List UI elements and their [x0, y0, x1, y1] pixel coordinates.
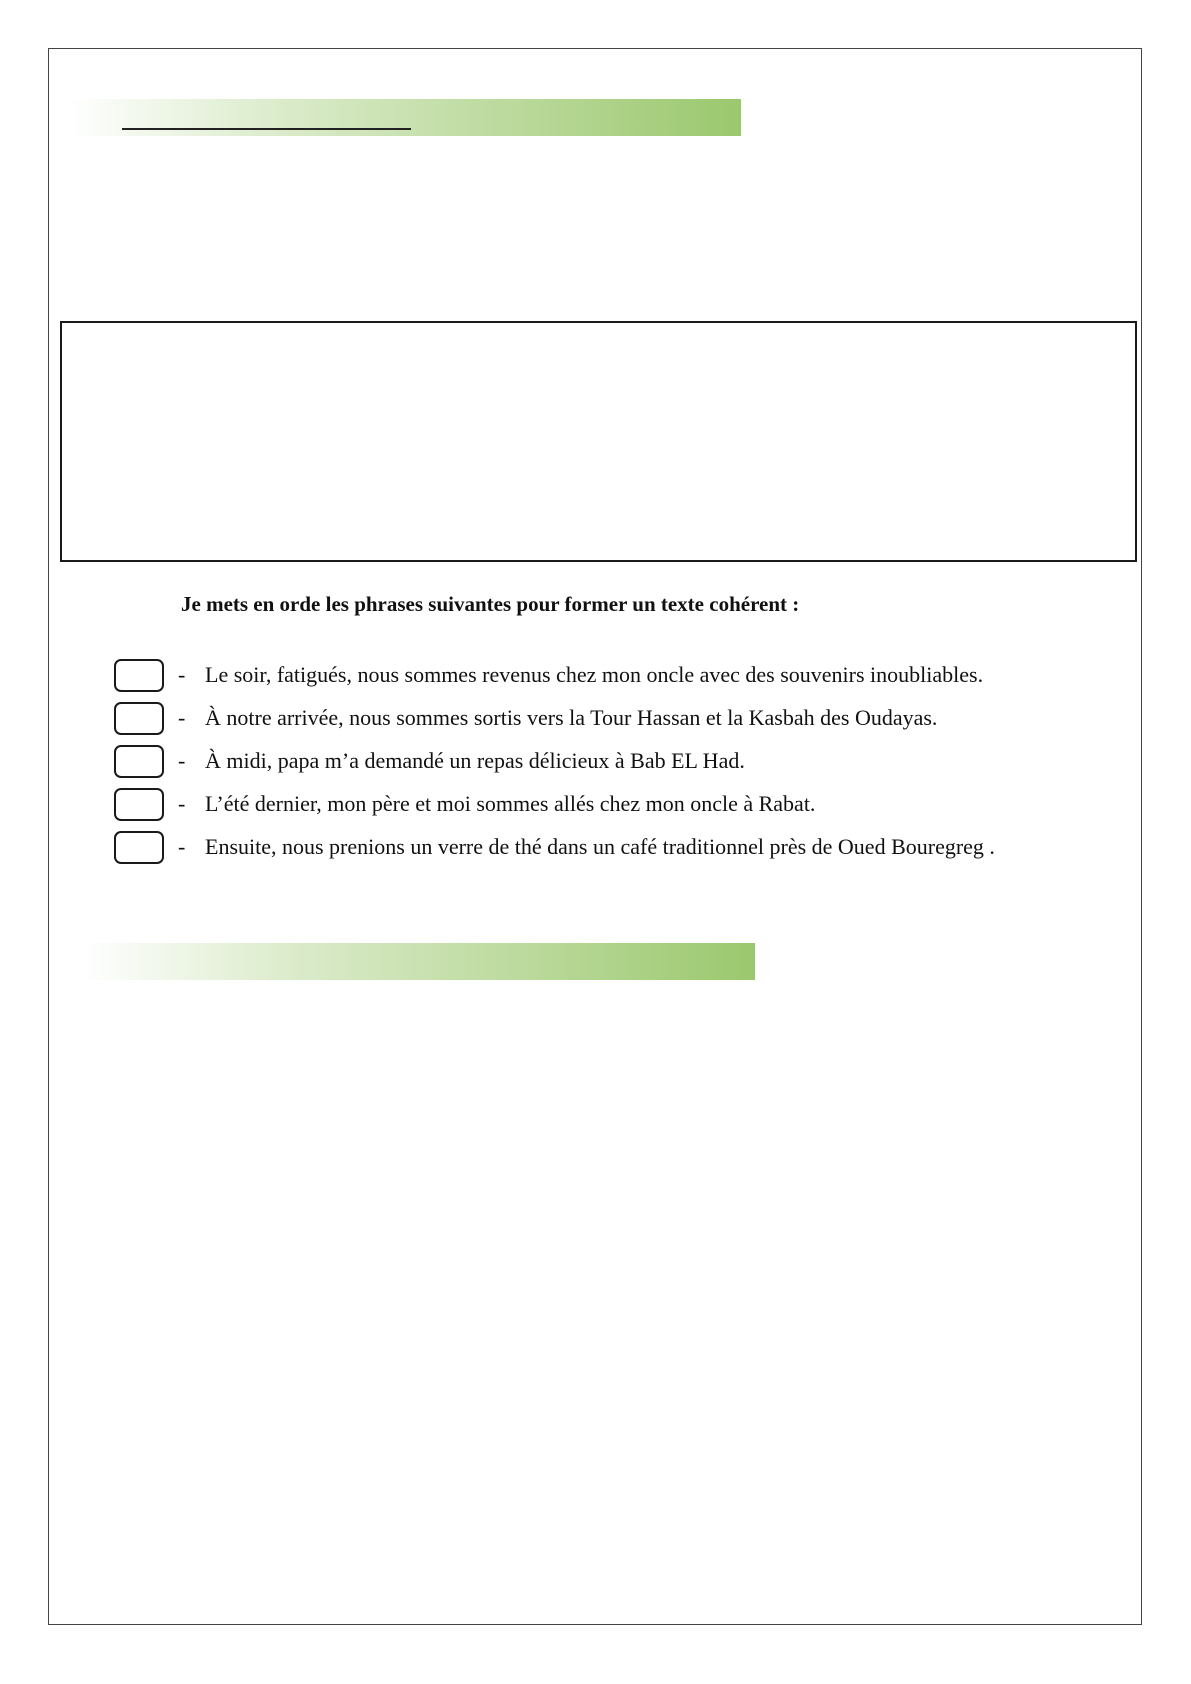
sentence-row-5: [114, 830, 995, 864]
title-blank-line: [122, 128, 411, 130]
order-number-box[interactable]: [114, 831, 164, 864]
sentence-row-2: [114, 701, 937, 735]
bullet-dash: -: [178, 834, 186, 859]
sentence-row-4: [114, 787, 815, 821]
section-header-band-top: [69, 99, 741, 136]
sentence-row-3: [114, 744, 745, 778]
exercise-instruction: Je mets en orde les phrases suivantes pour former un texte cohérent :: [181, 592, 800, 616]
reading-text-box: [60, 321, 1137, 562]
order-number-box[interactable]: [114, 702, 164, 735]
section-header-band-bottom: [83, 943, 755, 980]
sentence-text: À midi, papa m’a demandé un repas délicieux à Bab EL Had.: [205, 748, 745, 773]
order-number-box[interactable]: [114, 659, 164, 692]
order-number-box[interactable]: [114, 788, 164, 821]
bullet-dash: -: [178, 748, 186, 773]
order-number-box[interactable]: [114, 745, 164, 778]
sentence-text: Le soir, fatigués, nous sommes revenus chez mon oncle avec des souvenirs inoubliables.: [205, 662, 984, 687]
sentence-row-1: [114, 658, 983, 692]
bullet-dash: -: [178, 791, 186, 816]
bullet-dash: -: [178, 662, 186, 687]
bullet-dash: -: [178, 705, 186, 730]
sentence-text: L’été dernier, mon père et moi sommes allés chez mon oncle à Rabat.: [205, 791, 816, 816]
sentence-text: À notre arrivée, nous sommes sortis vers la Tour Hassan et la Kasbah des Oudayas.: [205, 705, 938, 730]
sentence-text: Ensuite, nous prenions un verre de thé dans un café traditionnel près de Oued Bouregreg .: [205, 834, 995, 859]
